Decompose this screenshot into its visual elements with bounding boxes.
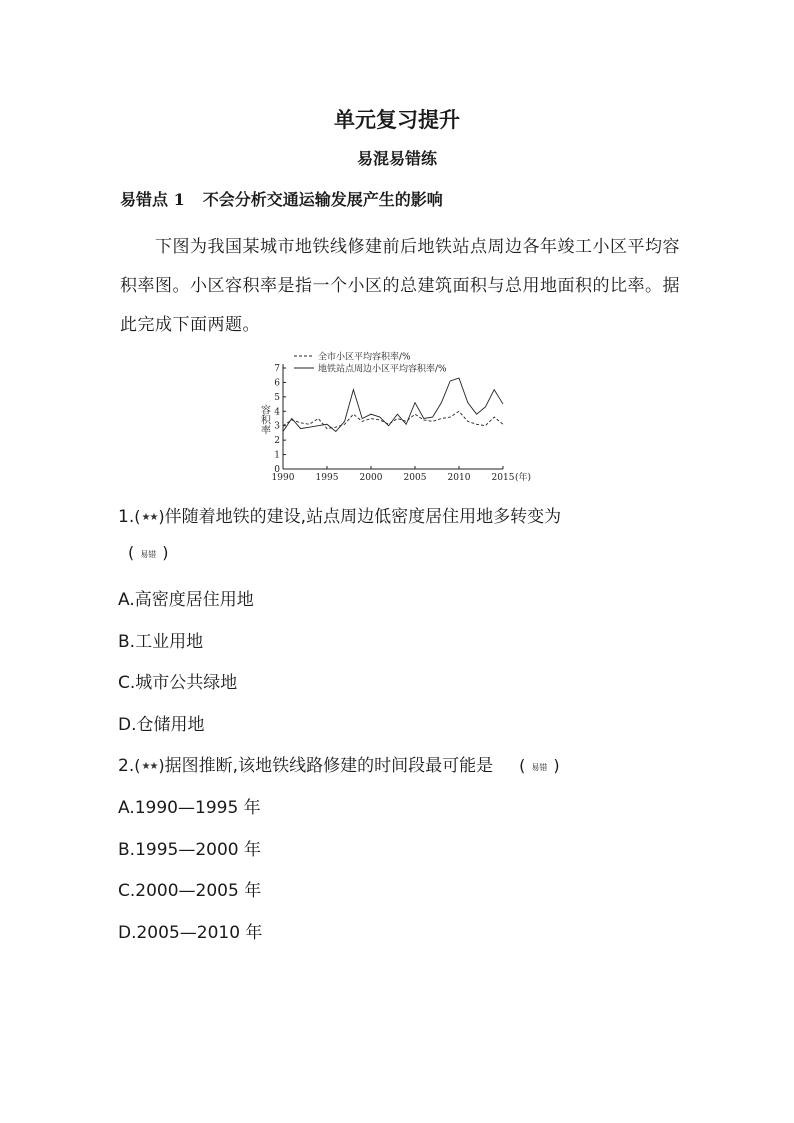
x-tick-label: 2015 (491, 473, 515, 483)
y-tick-label: 2 (274, 436, 280, 447)
option-1b: B.工业用地 (118, 632, 204, 652)
chart-svg (248, 348, 532, 486)
error-point-label: 易错点 1 (120, 190, 185, 209)
page-title: 单元复习提升 (334, 107, 460, 132)
y-tick-label: 7 (274, 364, 280, 374)
x-axis-label: (年) (515, 473, 532, 483)
difficulty-mark-icon: ★★ (141, 512, 158, 523)
option-1a: A.高密度居住用地 (118, 590, 254, 610)
y-axis-label: 容积率 (258, 404, 270, 435)
y-tick-label: 1 (274, 450, 280, 461)
option-2c: C.2000—2005 年 (118, 881, 262, 901)
question-2-number: 2. (118, 756, 135, 776)
error-prone-tag: 易错 (531, 763, 548, 772)
question-1: 1.(★★)伴随着地铁的建设,站点周边低密度居住用地多转变为 (118, 507, 562, 527)
y-tick-label: 3 (274, 421, 280, 432)
option-2d: D.2005—2010 年 (118, 923, 263, 943)
x-tick-label: 2000 (359, 473, 383, 483)
series-line-2 (283, 378, 503, 431)
question-2-text: 据图推断,该地铁线路修建的时间段最可能是 (164, 756, 494, 776)
question-1-text: 伴随着地铁的建设,站点周边低密度居住用地多转变为 (164, 507, 562, 527)
question-2: 2.(★★)据图推断,该地铁线路修建的时间段最可能是 ( 易错 ) (118, 756, 560, 776)
error-point-heading (120, 187, 443, 210)
option-1c: C.城市公共绿地 (118, 673, 238, 693)
error-prone-tag: 易错 (140, 550, 157, 559)
legend-label-1: 全市小区平均容积率/% (318, 352, 411, 363)
answer-blank-1: ( 易错 ) (128, 543, 169, 562)
x-tick-label: 1990 (271, 473, 295, 483)
option-2a: A.1990—1995 年 (118, 798, 261, 818)
option-2b: B.1995—2000 年 (118, 840, 261, 860)
x-tick-label: 2010 (447, 473, 471, 483)
y-tick-label: 5 (274, 392, 280, 403)
x-tick-label: 1995 (315, 473, 339, 483)
y-tick-label: 0 (274, 465, 280, 475)
y-tick-label: 4 (274, 407, 280, 418)
error-point-text: 不会分析交通运输发展产生的影响 (202, 190, 443, 209)
section-subtitle: 易混易错练 (356, 149, 437, 168)
legend-label-2: 地铁站点周边小区平均容积率/% (318, 364, 447, 375)
y-tick-label: 6 (274, 378, 280, 389)
difficulty-mark-icon: ★★ (141, 761, 158, 772)
x-tick-label: 2005 (403, 473, 427, 483)
intro-paragraph: 下图为我国某城市地铁线修建前后地铁站点周边各年竣工小区平均容积率图。小区容积率是指一个小区的总建筑面积与总用地面积的比率。据此完成下面两题。 (120, 237, 680, 335)
line-chart (248, 348, 532, 486)
option-1d: D.仓储用地 (118, 715, 205, 735)
question-1-number: 1. (118, 507, 135, 527)
